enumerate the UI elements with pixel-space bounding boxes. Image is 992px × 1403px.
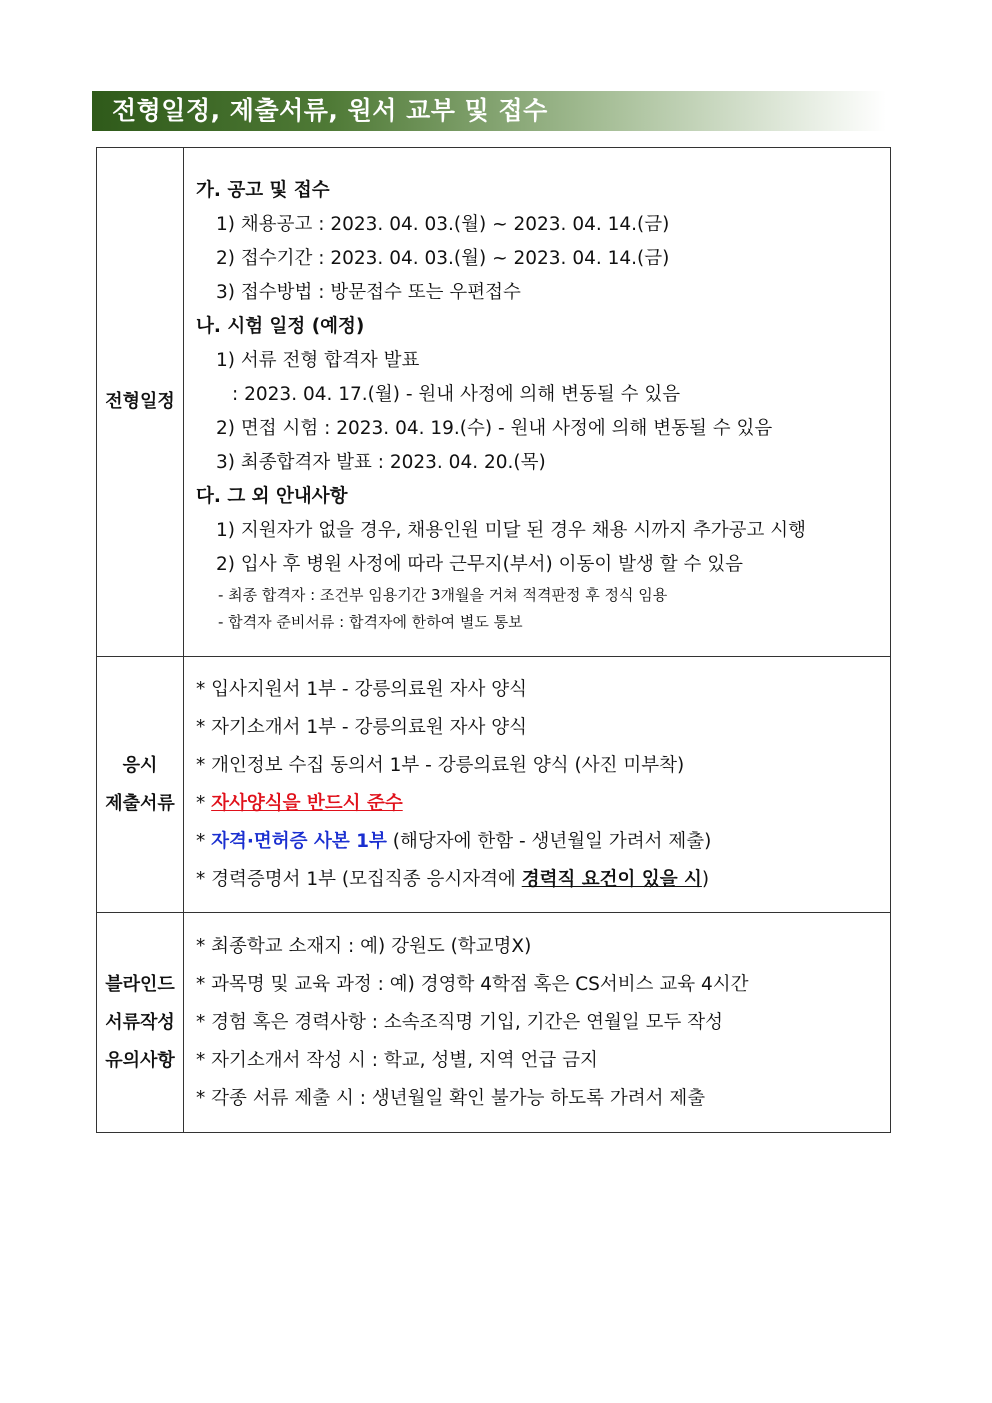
section-title-bar — [92, 91, 886, 131]
blind-item: * 경험 혹은 경력사항 : 소속조직명 기입, 기간은 연월일 모두 작성 — [196, 1011, 723, 1033]
document-bullet: * — [196, 792, 212, 814]
document-emphasis-red: 자사양식을 반드시 준수 — [211, 792, 403, 814]
documents-header-line1: 응시 — [122, 754, 158, 776]
schedule-item: 2) 접수기간 : 2023. 04. 03.(월) ~ 2023. 04. 14.(금) — [216, 248, 670, 269]
schedule-header: 전형일정 — [97, 148, 184, 657]
schedule-item: 1) 채용공고 : 2023. 04. 03.(월) ~ 2023. 04. 14.(금) — [216, 214, 670, 235]
document-item-suffix: ) — [701, 868, 710, 890]
blind-header-line1: 블라인드 — [105, 973, 175, 995]
document-item: * 자기소개서 1부 - 강릉의료원 자사 양식 — [196, 716, 528, 738]
schedule-heading-ga: 가. 공고 및 접수 — [196, 180, 330, 201]
document-item: * 입사지원서 1부 - 강릉의료원 자사 양식 — [196, 678, 528, 700]
schedule-note: - 최종 합격자 : 조건부 임용기간 3개월을 거쳐 적격판정 후 정식 임용 — [218, 586, 668, 604]
blind-item: * 최종학교 소재지 : 예) 강원도 (학교명X) — [196, 935, 532, 957]
blind-content — [184, 913, 891, 1133]
document-emphasis-underline: 경력직 요건이 있을 시 — [521, 868, 702, 890]
schedule-item-detail: : 2023. 04. 17.(월) - 원내 사정에 의해 변동될 수 있음 — [232, 384, 681, 405]
document-emphasis-blue: 자격·면허증 사본 1부 — [211, 830, 387, 852]
schedule-item: 3) 접수방법 : 방문접수 또는 우편접수 — [216, 282, 521, 303]
schedule-item: 2) 면접 시험 : 2023. 04. 19.(수) - 원내 사정에 의해 변동될 수 있음 — [216, 418, 773, 439]
blind-item: * 자기소개서 작성 시 : 학교, 성별, 지역 언급 금지 — [196, 1049, 598, 1071]
blind-item: * 각종 서류 제출 시 : 생년월일 확인 불가능 하도록 가려서 제출 — [196, 1087, 706, 1109]
document-item-rest: (해당자에 한함 - 생년월일 가려서 제출) — [386, 830, 712, 852]
document-item — [184, 823, 890, 861]
blind-row — [97, 913, 891, 1133]
schedule-item: 2) 입사 후 병원 사정에 따라 근무지(부서) 이동이 발생 할 수 있음 — [216, 554, 744, 575]
document-bullet: * — [196, 830, 212, 852]
info-table — [96, 147, 891, 1133]
documents-content — [184, 657, 891, 913]
document-item: * 개인정보 수집 동의서 1부 - 강릉의료원 양식 (사진 미부착) — [196, 754, 685, 776]
schedule-heading-da: 다. 그 외 안내사항 — [196, 486, 348, 507]
documents-header-line2: 제출서류 — [105, 792, 175, 814]
blind-header — [97, 913, 184, 1133]
blind-item: * 과목명 및 교육 과정 : 예) 경영학 4학점 혹은 CS서비스 교육 4시간 — [196, 973, 749, 995]
document-item-prefix: * 경력증명서 1부 (모집직종 응시자격에 — [196, 868, 522, 890]
document-item — [184, 785, 890, 823]
schedule-item: 1) 지원자가 없을 경우, 채용인원 미달 된 경우 채용 시까지 추가공고 시행 — [216, 520, 806, 541]
schedule-note: - 합격자 준비서류 : 합격자에 한하여 별도 통보 — [218, 613, 523, 631]
blind-header-line3: 유의사항 — [105, 1049, 175, 1071]
document-item — [184, 861, 890, 899]
schedule-heading-na: 나. 시험 일정 (예정) — [196, 316, 365, 337]
blind-header-line2: 서류작성 — [105, 1011, 175, 1033]
documents-row — [97, 657, 891, 913]
documents-header — [97, 657, 184, 913]
schedule-content — [184, 148, 891, 657]
schedule-row — [97, 148, 891, 657]
schedule-item: 3) 최종합격자 발표 : 2023. 04. 20.(목) — [216, 452, 546, 473]
section-title: 전형일정, 제출서류, 원서 교부 및 접수 — [112, 96, 548, 125]
schedule-item: 1) 서류 전형 합격자 발표 — [216, 350, 420, 371]
